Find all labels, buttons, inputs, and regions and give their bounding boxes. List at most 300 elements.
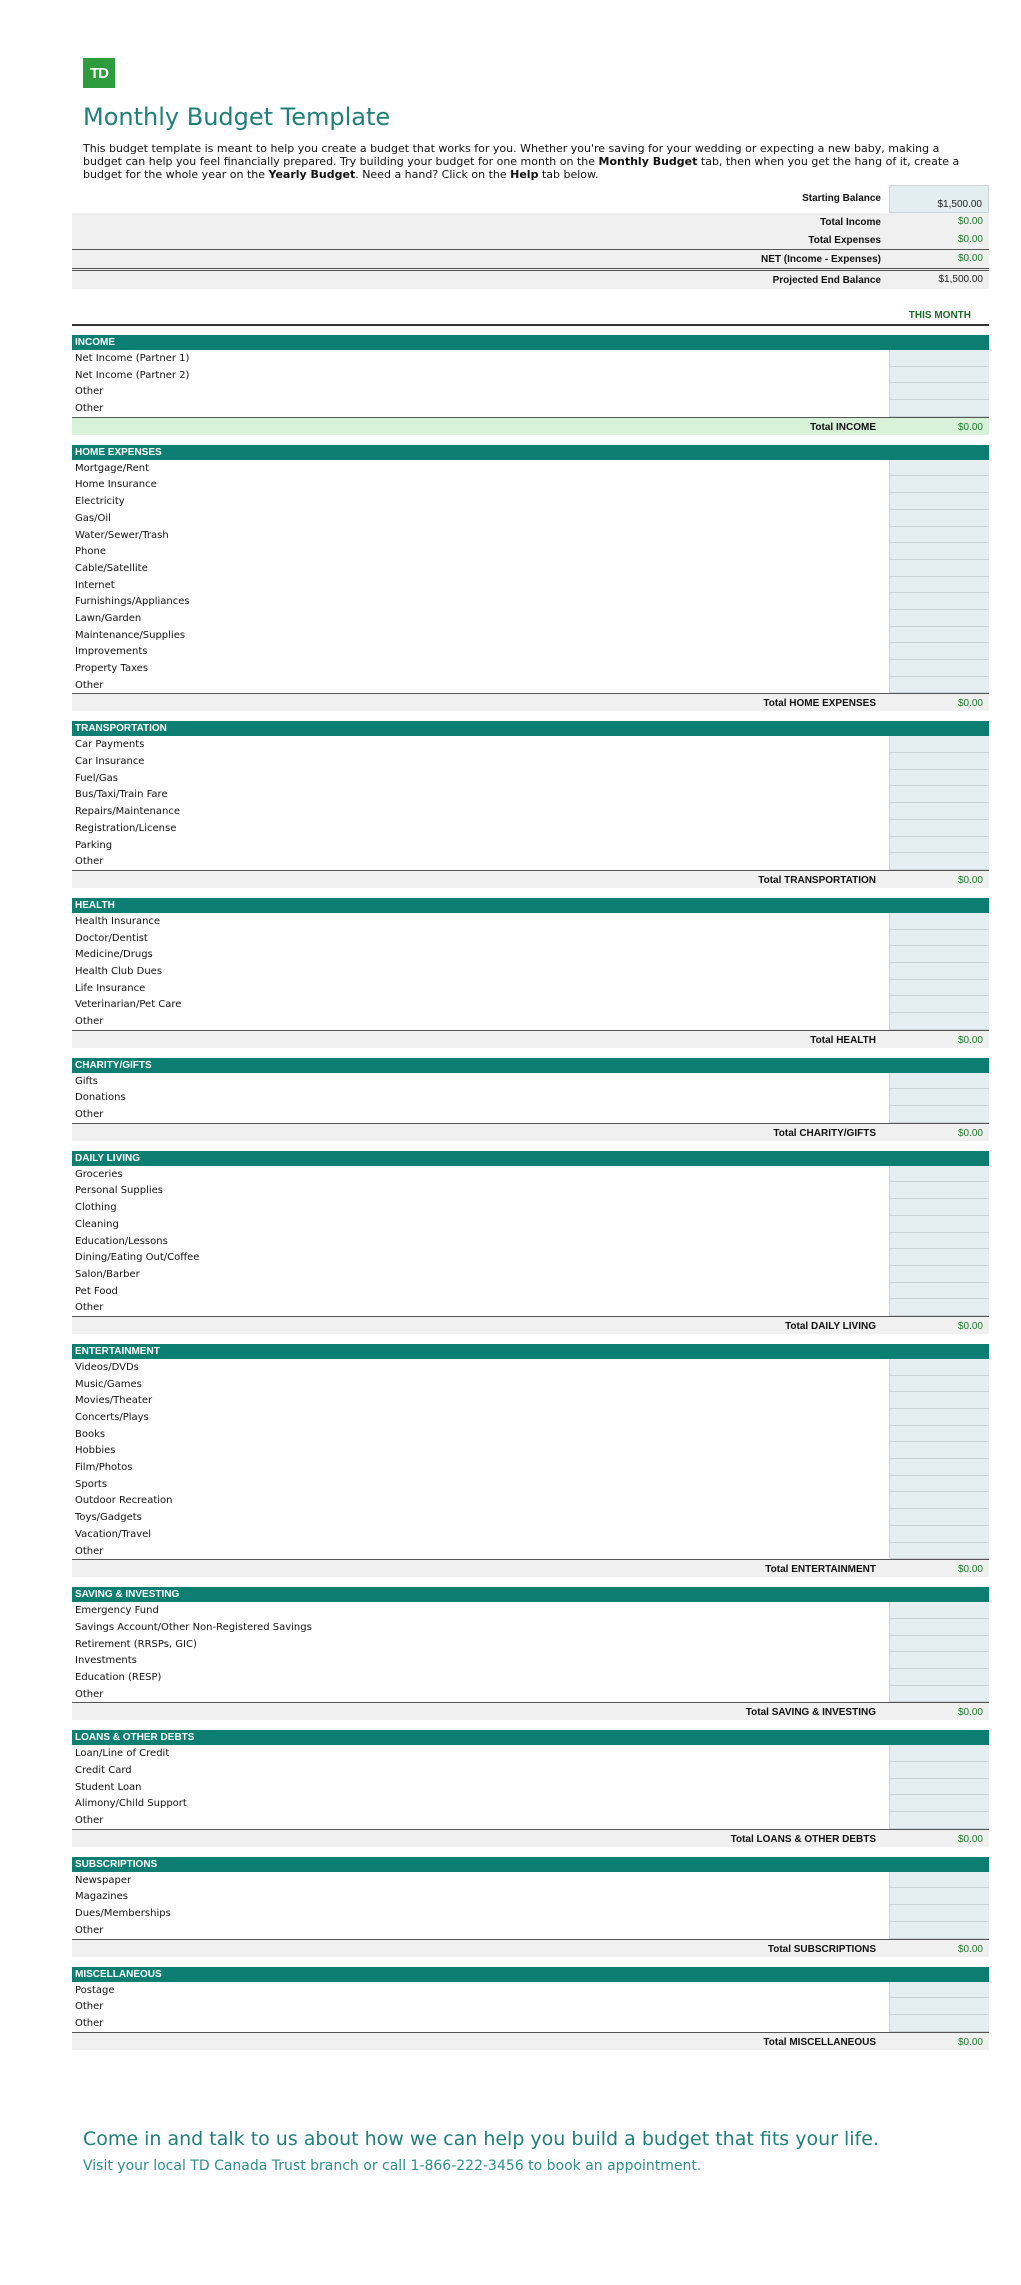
budget-row: [72, 1166, 989, 1183]
summary-table: [72, 185, 989, 289]
section-total-row: [72, 417, 989, 435]
amount-input[interactable]: [889, 1376, 989, 1393]
amount-input[interactable]: [889, 1543, 989, 1560]
row-label: Student Loan: [75, 1781, 142, 1793]
amount-input[interactable]: [889, 1602, 989, 1619]
footer-subline: Visit your local TD Canada Trust branch or call 1-866-222-3456 to book an appointment.: [83, 2158, 702, 2174]
amount-input[interactable]: [889, 1216, 989, 1233]
budget-row: [72, 1266, 989, 1283]
budget-row: [72, 1106, 989, 1123]
summary-row-total-income: [72, 213, 989, 231]
budget-row: [72, 1199, 989, 1216]
amount-input[interactable]: [889, 1795, 989, 1812]
row-label: Dues/Memberships: [75, 1908, 171, 1920]
amount-input[interactable]: [889, 1872, 989, 1889]
amount-input[interactable]: [889, 1182, 989, 1199]
budget-row: [72, 677, 989, 694]
row-label: Emergency Fund: [75, 1605, 159, 1617]
budget-row: [72, 1602, 989, 1619]
budget-row: [72, 786, 989, 803]
budget-row: [72, 1812, 989, 1829]
row-label: Lawn/Garden: [75, 612, 142, 624]
budget-row: [72, 1089, 989, 1106]
budget-row: [72, 820, 989, 837]
budget-row: [72, 1745, 989, 1762]
row-label: Vacation/Travel: [75, 1528, 152, 1540]
row-label: Other: [75, 1016, 104, 1027]
row-label: Savings Account/Other Non-Registered Savings: [75, 1621, 312, 1633]
amount-input[interactable]: [889, 803, 989, 820]
row-label: Health Club Dues: [75, 965, 163, 977]
row-label: Parking: [75, 839, 113, 851]
budget-row: [72, 1509, 989, 1526]
summary-label: Starting Balance: [802, 193, 881, 204]
amount-input[interactable]: [889, 980, 989, 997]
amount-input[interactable]: [889, 1669, 989, 1686]
summary-label: Total Expenses: [808, 235, 881, 246]
amount-input[interactable]: [889, 493, 989, 510]
budget-row: [72, 1359, 989, 1376]
starting-balance-input[interactable]: $1,500.00: [889, 185, 989, 213]
column-header-label: THIS MONTH: [908, 310, 971, 321]
summary-value: $0.00: [957, 216, 983, 227]
amount-input[interactable]: [889, 610, 989, 627]
row-label: Bus/Taxi/Train Fare: [75, 789, 168, 801]
budget-row: [72, 367, 989, 384]
amount-input[interactable]: [889, 593, 989, 610]
budget-section: [72, 1058, 989, 1141]
total-value: $0.00: [957, 1707, 983, 1719]
budget-row: [72, 753, 989, 770]
total-label: Total SUBSCRIPTIONS: [767, 1943, 876, 1955]
budget-row: [72, 1779, 989, 1796]
budget-row: [72, 643, 989, 660]
total-label: Total HEALTH: [810, 1034, 876, 1046]
row-label: Education/Lessons: [75, 1235, 168, 1247]
amount-input[interactable]: [889, 1636, 989, 1653]
row-label: Other: [75, 1545, 104, 1557]
amount-input[interactable]: [889, 543, 989, 560]
amount-input[interactable]: [889, 1492, 989, 1509]
row-label: Car Payments: [75, 739, 145, 751]
amount-input[interactable]: [889, 1409, 989, 1426]
amount-input[interactable]: [889, 913, 989, 930]
budget-row: [72, 1982, 989, 1999]
budget-row: [72, 1652, 989, 1669]
row-label: Concerts/Plays: [75, 1412, 149, 1423]
budget-row: [72, 610, 989, 627]
section-header: SAVING & INVESTING: [72, 1587, 989, 1602]
section-total-row: [72, 1559, 989, 1577]
row-label: Toys/Gadgets: [75, 1512, 142, 1524]
budget-row: [72, 1376, 989, 1393]
budget-row: [72, 1426, 989, 1443]
amount-input[interactable]: [889, 736, 989, 753]
row-label: Property Taxes: [75, 663, 149, 674]
budget-row: [72, 1476, 989, 1493]
footer-headline: Come in and talk to us about how we can help you build a budget that fits your life.: [83, 2128, 879, 2150]
amount-input[interactable]: [889, 627, 989, 644]
summary-row-total-expenses: [72, 231, 989, 249]
row-label: Credit Card: [75, 1765, 132, 1776]
section-header: HEALTH: [72, 898, 989, 913]
amount-input[interactable]: [889, 1476, 989, 1493]
budget-row: [72, 1299, 989, 1316]
row-label: Sports: [75, 1478, 108, 1490]
amount-input[interactable]: [889, 996, 989, 1013]
budget-row: [72, 1442, 989, 1459]
budget-row: [72, 1922, 989, 1939]
budget-row: [72, 1409, 989, 1426]
budget-section: [72, 1730, 989, 1846]
row-label: Doctor/Dentist: [75, 932, 148, 944]
amount-input[interactable]: [889, 1233, 989, 1250]
row-label: Fuel/Gas: [75, 772, 118, 784]
row-label: Other: [75, 1688, 104, 1700]
row-label: Movies/Theater: [75, 1395, 153, 1407]
budget-sections: [72, 335, 989, 2060]
row-label: Newspaper: [75, 1874, 132, 1886]
amount-input[interactable]: [889, 1089, 989, 1106]
row-label: Magazines: [75, 1891, 128, 1903]
row-label: Other: [75, 1924, 104, 1936]
budget-row: [72, 383, 989, 400]
amount-input[interactable]: [889, 963, 989, 980]
budget-row: [72, 627, 989, 644]
amount-input[interactable]: [889, 1982, 989, 1999]
amount-input[interactable]: [889, 1426, 989, 1443]
page-title: Monthly Budget Template: [83, 103, 391, 131]
row-label: Other: [75, 1815, 104, 1827]
amount-input[interactable]: [889, 1509, 989, 1526]
budget-section: [72, 721, 989, 888]
budget-row: [72, 996, 989, 1013]
budget-section: [72, 898, 989, 1048]
amount-input[interactable]: [889, 1652, 989, 1669]
budget-row: [72, 837, 989, 854]
budget-row: [72, 1233, 989, 1250]
budget-row: [72, 913, 989, 930]
row-label: Car Insurance: [75, 756, 145, 768]
summary-label: NET (Income - Expenses): [760, 254, 881, 265]
section-total-row: [72, 1829, 989, 1847]
budget-section: [72, 1344, 989, 1577]
amount-input[interactable]: [889, 660, 989, 677]
amount-input[interactable]: [889, 1686, 989, 1703]
row-label: Other: [75, 1109, 104, 1121]
section-header: TRANSPORTATION: [72, 721, 989, 736]
budget-row: [72, 930, 989, 947]
amount-input[interactable]: [889, 677, 989, 694]
row-label: Net Income (Partner 2): [75, 369, 190, 381]
amount-input[interactable]: [889, 510, 989, 527]
row-label: Home Insurance: [75, 479, 157, 491]
total-label: Total CHARITY/GIFTS: [773, 1127, 876, 1139]
amount-input[interactable]: [889, 1166, 989, 1183]
row-label: Medicine/Drugs: [75, 949, 153, 961]
summary-row-projected-end: [72, 268, 989, 289]
amount-input[interactable]: [889, 1812, 989, 1829]
amount-input[interactable]: [889, 1299, 989, 1316]
budget-row: [72, 1619, 989, 1636]
row-label: Investments: [75, 1655, 137, 1667]
budget-row: [72, 803, 989, 820]
budget-row: [72, 660, 989, 677]
column-header: [72, 310, 989, 326]
row-label: Phone: [75, 546, 106, 558]
budget-row: [72, 1013, 989, 1030]
amount-input[interactable]: [889, 367, 989, 384]
amount-input[interactable]: [889, 930, 989, 947]
amount-input[interactable]: [889, 1526, 989, 1543]
total-value: $0.00: [957, 1564, 983, 1576]
row-label: Alimony/Child Support: [75, 1798, 187, 1810]
budget-section: [72, 1857, 989, 1957]
row-label: Furnishings/Appliances: [75, 596, 190, 608]
summary-value: $0.00: [957, 234, 983, 245]
amount-input[interactable]: [889, 1392, 989, 1409]
amount-input[interactable]: [889, 460, 989, 477]
amount-input[interactable]: [889, 770, 989, 787]
row-label: Dining/Eating Out/Coffee: [75, 1252, 200, 1264]
budget-row: [72, 1888, 989, 1905]
budget-row: [72, 1686, 989, 1703]
section-total-row: [72, 2032, 989, 2050]
amount-input[interactable]: [889, 1905, 989, 1922]
total-value: $0.00: [957, 874, 983, 886]
row-label: Repairs/Maintenance: [75, 806, 180, 818]
budget-row: [72, 1905, 989, 1922]
budget-row: [72, 2015, 989, 2032]
total-value: $0.00: [957, 698, 983, 710]
row-label: Salon/Barber: [75, 1268, 140, 1280]
amount-input[interactable]: [889, 837, 989, 854]
amount-input[interactable]: [889, 820, 989, 837]
total-label: Total HOME EXPENSES: [763, 698, 876, 710]
budget-row: [72, 736, 989, 753]
section-header: MISCELLANEOUS: [72, 1967, 989, 1982]
row-label: Other: [75, 1302, 104, 1314]
section-total-row: [72, 870, 989, 888]
section-header: CHARITY/GIFTS: [72, 1058, 989, 1073]
row-label: Water/Sewer/Trash: [75, 529, 169, 541]
section-total-row: [72, 693, 989, 711]
budget-row: [72, 1392, 989, 1409]
budget-section: [72, 1151, 989, 1334]
budget-row: [72, 543, 989, 560]
section-header: INCOME: [72, 335, 989, 350]
amount-input[interactable]: [889, 946, 989, 963]
section-header: LOANS & OTHER DEBTS: [72, 1730, 989, 1745]
row-label: Other: [75, 386, 104, 398]
amount-input[interactable]: [889, 560, 989, 577]
row-label: Clothing: [75, 1202, 117, 1214]
total-value: $0.00: [957, 2036, 983, 2048]
amount-input[interactable]: [889, 1266, 989, 1283]
row-label: Veterinarian/Pet Care: [75, 999, 182, 1011]
summary-label: Projected End Balance: [772, 275, 881, 286]
budget-row: [72, 1636, 989, 1653]
budget-row: [72, 350, 989, 367]
row-label: Hobbies: [75, 1445, 116, 1457]
budget-row: [72, 527, 989, 544]
section-header: SUBSCRIPTIONS: [72, 1857, 989, 1872]
section-header: ENTERTAINMENT: [72, 1344, 989, 1359]
row-label: Film/Photos: [75, 1462, 133, 1474]
budget-row: [72, 560, 989, 577]
row-label: Maintenance/Supplies: [75, 629, 186, 641]
section-total-row: [72, 1702, 989, 1720]
amount-input[interactable]: [889, 527, 989, 544]
section-total-row: [72, 1123, 989, 1141]
amount-input[interactable]: [889, 753, 989, 770]
row-label: Other: [75, 2017, 104, 2029]
amount-input[interactable]: [889, 1762, 989, 1779]
budget-row: [72, 946, 989, 963]
budget-row: [72, 1543, 989, 1560]
section-header: DAILY LIVING: [72, 1151, 989, 1166]
row-label: Improvements: [75, 646, 148, 658]
row-label: Cable/Satellite: [75, 562, 148, 574]
amount-input[interactable]: [889, 1013, 989, 1030]
amount-input[interactable]: [889, 476, 989, 493]
budget-row: [72, 1795, 989, 1812]
total-value: $0.00: [957, 1833, 983, 1845]
amount-input[interactable]: [889, 1619, 989, 1636]
amount-input[interactable]: [889, 1283, 989, 1300]
total-label: Total INCOME: [810, 421, 876, 433]
row-label: Gas/Oil: [75, 512, 111, 524]
budget-row: [72, 460, 989, 477]
row-label: Other: [75, 679, 104, 691]
budget-row: [72, 1182, 989, 1199]
amount-input[interactable]: [889, 1359, 989, 1376]
row-label: Health Insurance: [75, 915, 161, 927]
amount-input[interactable]: [889, 2015, 989, 2032]
total-label: Total LOANS & OTHER DEBTS: [730, 1833, 876, 1845]
row-label: Books: [75, 1428, 106, 1440]
budget-section: [72, 1967, 989, 2050]
budget-section: [72, 335, 989, 435]
amount-input[interactable]: [889, 577, 989, 594]
total-label: Total TRANSPORTATION: [758, 874, 876, 886]
row-label: Internet: [75, 579, 115, 591]
amount-input[interactable]: [889, 1922, 989, 1939]
amount-input[interactable]: [889, 1998, 989, 2015]
td-logo: TD: [83, 58, 115, 88]
intro-text: This budget template is meant to help you create a budget that works for you. Whether you're saving for your wedding or expecting a new baby, making a budget can help you feel financially prepared. Try building your budget for one month on the Monthly Budget tab, then when you get the hang of it, create a budget for the whole year on the Yearly Budget. Need a hand? Click on the Help tab below.: [83, 142, 960, 181]
row-label: Other: [75, 403, 104, 415]
budget-row: [72, 1669, 989, 1686]
budget-row: [72, 593, 989, 610]
budget-row: [72, 400, 989, 417]
row-label: Postage: [75, 1984, 115, 1996]
budget-row: [72, 853, 989, 870]
budget-row: [72, 1526, 989, 1543]
row-label: Pet Food: [75, 1285, 118, 1297]
amount-input[interactable]: [889, 1249, 989, 1266]
budget-row: [72, 963, 989, 980]
amount-input[interactable]: [889, 853, 989, 870]
total-value: $0.00: [957, 1320, 983, 1332]
amount-input[interactable]: [889, 1779, 989, 1796]
row-label: Other: [75, 2001, 104, 2013]
amount-input[interactable]: [889, 1106, 989, 1123]
amount-input[interactable]: [889, 1745, 989, 1762]
budget-row: [72, 980, 989, 997]
summary-label: Total Income: [820, 217, 881, 228]
row-label: Outdoor Recreation: [75, 1495, 173, 1507]
amount-input[interactable]: [889, 786, 989, 803]
total-label: Total SAVING & INVESTING: [745, 1707, 876, 1719]
budget-row: [72, 1492, 989, 1509]
row-label: Electricity: [75, 496, 125, 508]
budget-row: [72, 1073, 989, 1090]
section-total-row: [72, 1316, 989, 1334]
amount-input[interactable]: [889, 1459, 989, 1476]
summary-row-starting-balance: [72, 185, 989, 213]
budget-row: [72, 493, 989, 510]
amount-input[interactable]: [889, 643, 989, 660]
budget-section: [72, 1587, 989, 1720]
budget-row: [72, 1283, 989, 1300]
amount-input[interactable]: [889, 383, 989, 400]
row-label: Life Insurance: [75, 982, 146, 994]
amount-input[interactable]: [889, 1442, 989, 1459]
budget-row: [72, 476, 989, 493]
section-total-row: [72, 1939, 989, 1957]
summary-value: $0.00: [957, 253, 983, 264]
budget-row: [72, 1216, 989, 1233]
total-label: Total MISCELLANEOUS: [763, 2036, 876, 2048]
budget-row: [72, 1249, 989, 1266]
row-label: Other: [75, 856, 104, 868]
row-label: Registration/License: [75, 822, 177, 834]
row-label: Donations: [75, 1092, 126, 1104]
row-label: Groceries: [75, 1168, 123, 1180]
section-header: HOME EXPENSES: [72, 445, 989, 460]
row-label: Loan/Line of Credit: [75, 1748, 170, 1760]
amount-input[interactable]: [889, 350, 989, 367]
total-value: $0.00: [957, 1127, 983, 1139]
budget-row: [72, 510, 989, 527]
total-value: $0.00: [957, 1943, 983, 1955]
total-label: Total ENTERTAINMENT: [765, 1564, 876, 1576]
budget-row: [72, 1872, 989, 1889]
row-label: Retirement (RRSPs, GIC): [75, 1638, 197, 1650]
amount-input[interactable]: [889, 1888, 989, 1905]
budget-row: [72, 1762, 989, 1779]
section-total-row: [72, 1030, 989, 1048]
total-label: Total DAILY LIVING: [785, 1320, 876, 1332]
amount-input[interactable]: [889, 400, 989, 417]
budget-row: [72, 577, 989, 594]
row-label: Videos/DVDs: [75, 1361, 139, 1373]
summary-row-net: [72, 249, 989, 268]
row-label: Personal Supplies: [75, 1185, 163, 1197]
amount-input[interactable]: [889, 1199, 989, 1216]
summary-value: $1,500.00: [938, 274, 983, 285]
row-label: Mortgage/Rent: [75, 462, 150, 474]
row-label: Music/Games: [75, 1378, 142, 1390]
budget-row: [72, 1459, 989, 1476]
amount-input[interactable]: [889, 1073, 989, 1090]
row-label: Net Income (Partner 1): [75, 353, 190, 364]
row-label: Cleaning: [75, 1218, 119, 1230]
total-value: $0.00: [957, 421, 983, 433]
total-value: $0.00: [957, 1034, 983, 1046]
budget-row: [72, 770, 989, 787]
